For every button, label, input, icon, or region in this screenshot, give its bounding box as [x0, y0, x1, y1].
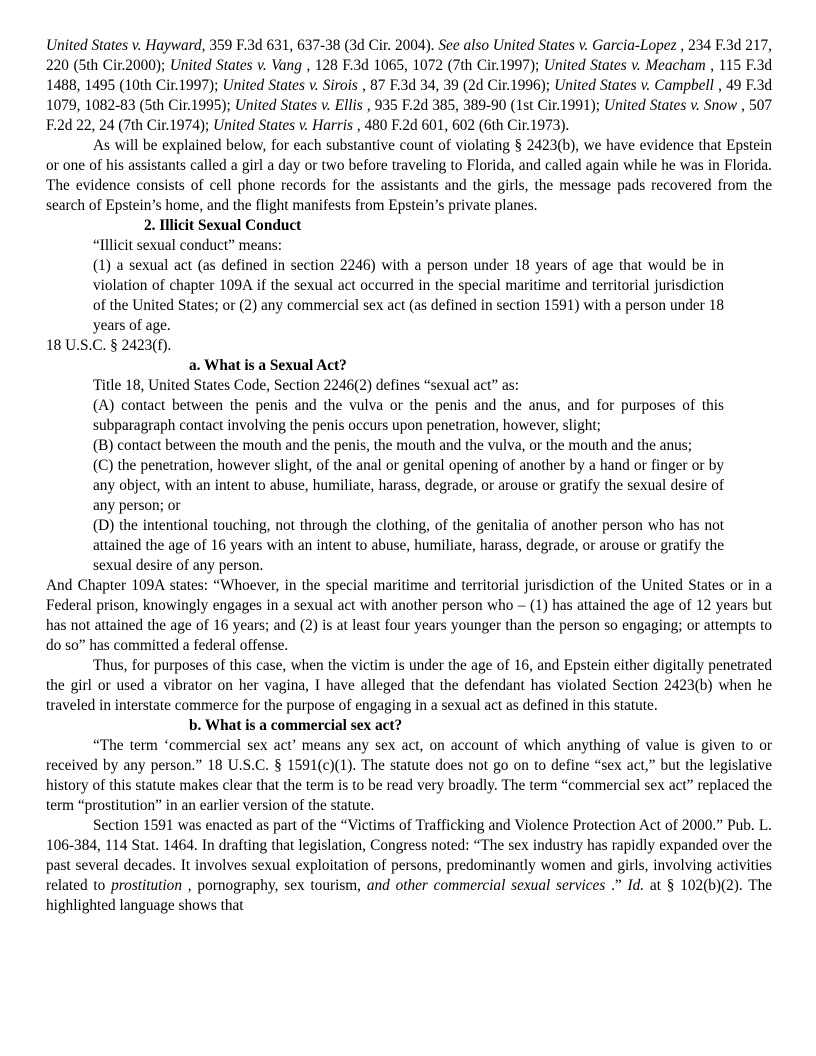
sexual-act-item-b: [93, 436, 724, 456]
text-run: Thus, for purposes of this case, when the victim is under the age of 16, and Epstein either digitally penetrated the girl or used a vibrator on her vagina, I have alleged that the defendant has violated Section 2423(b) when he traveled in interstate commerce for the purpose of engaging in a sexual act as defined in this statute.: [46, 657, 772, 714]
text-run: (D) the intentional touching, not through the clothing, of the genitalia of another person who has not attained the age of 16 years with an intent to abuse, humiliate, harass, degrade, or arouse or gratify the sexual desire of any person.: [93, 517, 724, 574]
text-run: , 87 F.3d 34, 39 (2d Cir.1996);: [357, 77, 555, 94]
italic-text: United States v. Vang: [169, 57, 302, 74]
text-run: , 507 F.2d 22, 24 (7th Cir.1974);: [46, 97, 772, 134]
text-run: Section 1591 was enacted as part of the “Victims of Trafficking and Violence Protection Act of 2000.” Pub. L. 106-384, 114 Stat. 1464. In drafting that legislation, Congress noted: “The sex industry has rapidly expanded over the past several decades. It involves sexual exploitation of persons, predominantly women and girls, involving activities related to: [46, 817, 772, 894]
italic-text: United States v. Snow: [604, 97, 738, 114]
text-run: a. What is a Sexual Act?: [189, 357, 347, 374]
commercial-sex-act-paragraph: [46, 736, 772, 816]
italic-text: United States v. Sirois: [222, 77, 358, 94]
italic-text: prostitution: [111, 877, 182, 894]
italic-text: Id.: [627, 877, 645, 894]
text-run: (C) the penetration, however slight, of the anal or genital opening of another by a hand or finger or by any object, with an intent to abuse, humiliate, harass, degrade, or arouse or gratify the sexual desire of any person; or: [93, 457, 724, 514]
text-run: , 128 F.3d 1065, 1072 (7th Cir.1997);: [301, 57, 544, 74]
document-page: [46, 36, 772, 916]
text-run: , 935 F.2d 385, 389-90 (1st Cir.1991);: [362, 97, 605, 114]
case-citations: [46, 36, 772, 136]
text-run: (A) contact between the penis and the vulva or the penis and the anus, and for purposes of this subparagraph contact involving the penis occurs upon penetration, however, slight;: [93, 397, 724, 434]
text-run: , 115 F.3d 1488, 1495 (10th Cir.1997);: [46, 57, 773, 94]
evidence-paragraph: [46, 136, 772, 216]
text-run: .”: [605, 877, 628, 894]
text-run: , pornography, sex tourism,: [181, 877, 367, 894]
definition-intro: [93, 236, 772, 256]
heading-sexual-act: [189, 356, 772, 376]
statute-citation: [46, 336, 772, 356]
thus-paragraph: [46, 656, 772, 716]
sexual-act-item-c: [93, 456, 724, 516]
italic-text: United States v. Ellis: [234, 97, 363, 114]
text-run: , 49 F.3d 1079, 1082-83 (5th Cir.1995);: [46, 77, 772, 114]
text-run: , 480 F.2d 601, 602 (6th Cir.1973).: [353, 117, 570, 134]
text-run: 359 F.3d 631, 637-38 (3d Cir. 2004).: [205, 37, 439, 54]
sexual-act-intro: [93, 376, 772, 396]
italic-text: United States v. Hayward,: [46, 37, 206, 54]
text-run: 18 U.S.C. § 2423(f).: [46, 337, 172, 354]
italic-text: and other commercial sexual services: [366, 877, 606, 894]
text-run: (B) contact between the mouth and the penis, the mouth and the vulva, or the mouth and the anus;: [93, 437, 692, 454]
text-run: “The term ‘commercial sex act’ means any sex act, on account of which anything of value is given to or received by any person.” 18 U.S.C. § 1591(c)(1). The statute does not go on to define “sex act,” but the legislative history of this statute makes clear that the term is to be read very broadly. The term “commercial sex act” replaced the term “prostitution” in an earlier version of the statute.: [46, 737, 772, 814]
text-run: “Illicit sexual conduct” means:: [93, 237, 283, 254]
italic-text: United States v. Harris: [213, 117, 353, 134]
text-run: 2. Illicit Sexual Conduct: [144, 217, 302, 234]
text-run: As will be explained below, for each substantive count of violating § 2423(b), we have evidence that Epstein or one of his assistants called a girl a day or two before traveling to Florida, and called again while he was in Florida. The evidence consists of cell phone records for the assistants and the girls, the message pads recovered from the search of Epstein’s home, and the flight manifests from Epstein’s private planes.: [46, 137, 772, 214]
heading-commercial-sex-act: [189, 716, 772, 736]
text-run: And Chapter 109A states: “Whoever, in the special maritime and territorial jurisdiction of the United States or in a Federal prison, knowingly engages in a sexual act with another person who – (1) has attained the age of 12 years but has not attained the age of 16 years; and (2) is at least four years younger than the person so engaging; or attempts to do so” has committed a federal offense.: [46, 577, 772, 654]
italic-text: United States v. Campbell: [554, 77, 714, 94]
heading-illicit-sexual-conduct: [144, 216, 772, 236]
chapter-109a-paragraph: [46, 576, 772, 656]
italic-text: United States v. Meacham: [543, 57, 706, 74]
text-run: at § 102(b)(2). The highlighted language shows that: [46, 877, 773, 914]
definition-quote: [93, 256, 724, 336]
italic-text: See also United States v. Garcia-Lopez: [438, 37, 677, 54]
text-run: (1) a sexual act (as defined in section 2246) with a person under 18 years of age that would be in violation of chapter 109A if the sexual act occurred in the special maritime and territorial jurisdiction of the United States; or (2) any commercial sex act (as defined in section 1591) with a person under 18 years of age.: [93, 257, 724, 334]
sexual-act-item-d: [93, 516, 724, 576]
sexual-act-item-a: [93, 396, 724, 436]
text-run: Title 18, United States Code, Section 2246(2) defines “sexual act” as:: [93, 377, 519, 394]
text-run: , 234 F.3d 217, 220 (5th Cir.2000);: [46, 37, 772, 74]
section-1591-paragraph: [46, 816, 772, 916]
text-run: b. What is a commercial sex act?: [189, 717, 403, 734]
